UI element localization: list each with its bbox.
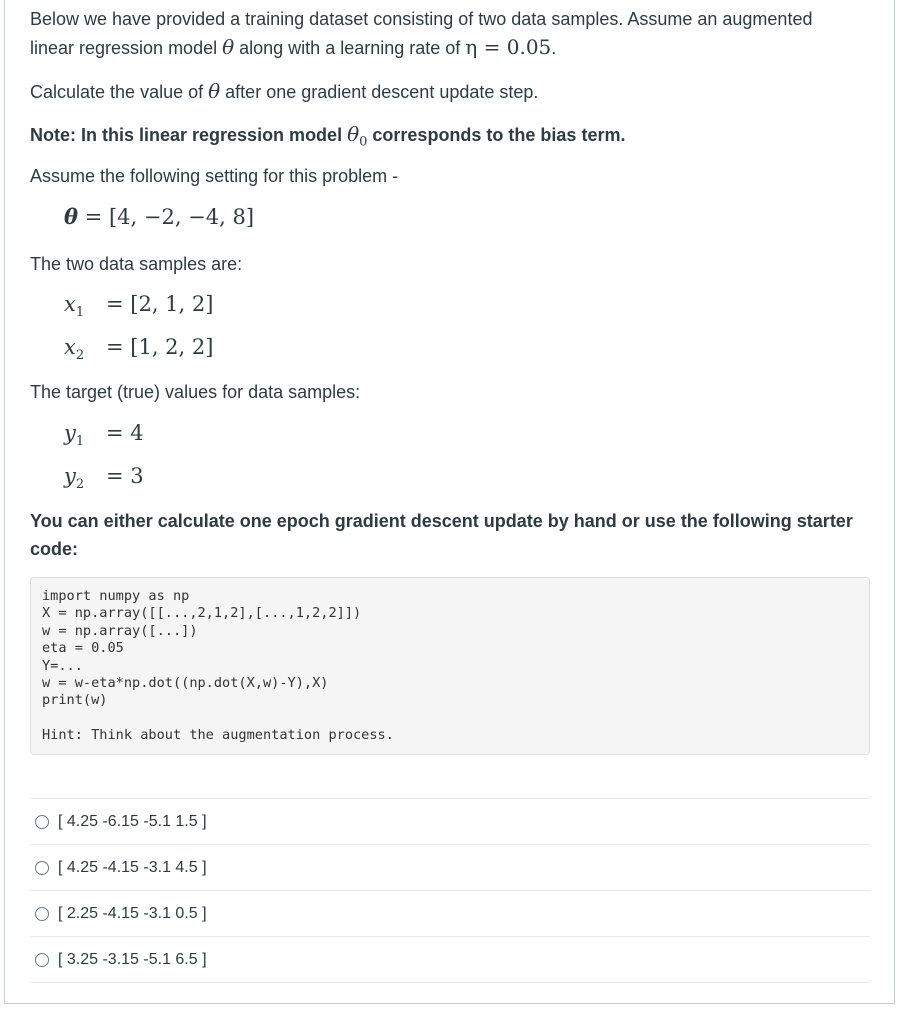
intro-paragraph: Below we have provided a training dataset consisting of two data samples. Assume an augmented linear regression model θ along with a learning rate of η = 0.05. — [30, 9, 813, 59]
radio-button[interactable] — [35, 861, 49, 875]
code-hint: Hint: Think about the augmentation process. — [42, 726, 394, 743]
radio-button[interactable] — [35, 907, 49, 921]
calculate-instruction: Calculate the value of θ after one gradient descent update step. — [30, 79, 539, 103]
radio-button[interactable] — [35, 815, 49, 829]
option-label: [ 4.25 -6.15 -5.1 1.5 ] — [58, 812, 207, 830]
code-lines: import numpy as np X = np.array([[...,2,1,2],[...,1,2,2]]) w = np.array([...]) eta = 0.05 Y=... w = w-eta*np.dot((np.dot(X,w)-Y),X) print(w) — [42, 588, 362, 709]
assume-setting: Assume the following setting for this problem - — [30, 166, 399, 186]
answer-option[interactable] — [30, 844, 870, 890]
option-label: [ 3.25 -3.15 -5.1 6.5 ] — [58, 950, 207, 968]
bias-note: Note: In this linear regression model $\theta_0$ corresponds to the bias term. — [30, 122, 626, 150]
option-label: [ 4.25 -4.15 -3.1 4.5 ] — [58, 858, 207, 876]
theta-symbol: θ — [222, 35, 235, 59]
y2-equation: $y_2 = 3$ — [64, 464, 144, 493]
answer-option[interactable] — [30, 890, 870, 936]
y1-equation: $y_1 = 4$ — [64, 421, 144, 450]
option-label: [ 2.25 -4.15 -3.1 0.5 ] — [58, 904, 207, 922]
samples-intro: The two data samples are: — [30, 254, 243, 274]
answer-options — [30, 798, 870, 983]
starter-code-block — [30, 577, 870, 755]
learning-rate: η = 0.05 — [465, 35, 552, 59]
answer-option[interactable] — [30, 936, 870, 983]
answer-option[interactable] — [30, 798, 870, 844]
starter-code-intro: You can either calculate one epoch gradient descent update by hand or use the following starter code: — [30, 511, 853, 559]
x1-equation: $x_1 = [2$, 1, 2] — [64, 292, 214, 321]
targets-intro: The target (true) values for data samples: — [30, 382, 361, 402]
radio-button[interactable] — [35, 953, 49, 967]
x2-equation: $x_2 = [1$, 2, 2] — [64, 335, 214, 364]
theta-equation: θ = [4, −2, −4, 8] — [64, 204, 255, 229]
